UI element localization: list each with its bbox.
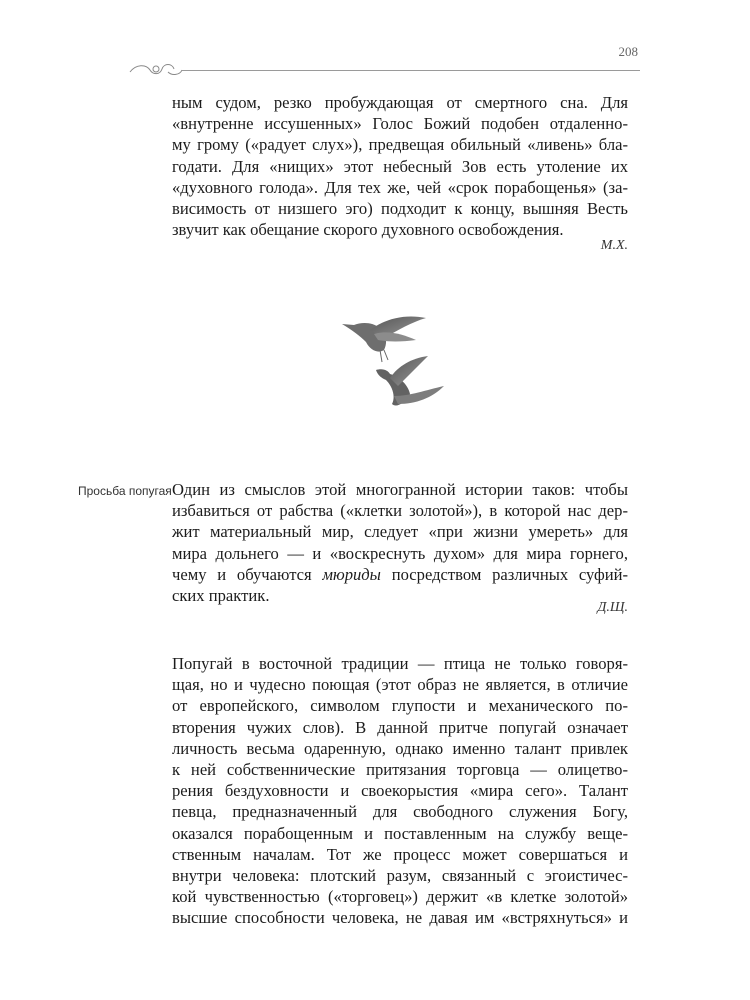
italic-term: мюриды: [322, 564, 381, 584]
text-line: ным судом, резко пробуждающая от смертного сна. Для: [172, 93, 628, 112]
text-line: оказался порабощенным и поставленным на службу веще-: [172, 823, 628, 843]
bird-lower-icon: [376, 356, 444, 406]
text-line: щая, но и чудесно поющая (этот образ не является, в отличие: [172, 675, 628, 695]
text-line: избавиться от рабства («клетки золотой»), в которой нас дер-: [172, 501, 628, 521]
text-line: от европейского, символом глупости и механического по-: [172, 696, 628, 716]
text-line: Один из смыслов этой многогранной истории таков: чтобы: [172, 480, 628, 499]
text-span: посредством различных суфий-: [380, 564, 628, 584]
text-line: звучит как обещание скорого духовного освобождения.: [172, 220, 564, 240]
text-line: жит материальный мир, следует «при жизни умереть» для: [172, 522, 628, 542]
text-line: годати. Для «нищих» этот небесный Зов есть утоление их: [172, 156, 628, 176]
text-line: вторения чужих слов). В данной притче попугай означает: [172, 717, 628, 737]
signature-mh: М.Х.: [600, 238, 628, 253]
text-line: ственным началам. Тот же процесс может совершаться и: [172, 844, 628, 864]
side-note-parrot-request: Просьба попугая: [78, 484, 172, 498]
text-span: чему и обучаются: [172, 564, 323, 584]
text-line: певца, предназначенный для свободного служения Богу,: [172, 802, 628, 822]
text-line: Попугай в восточной традиции — птица не только говоря-: [172, 654, 628, 673]
flying-birds-illustration-icon: [336, 300, 456, 418]
text-block-1: [172, 92, 628, 240]
text-line: [172, 564, 628, 585]
page-number: 208: [618, 44, 638, 59]
ornamental-header-rule: [128, 60, 640, 80]
text-line: внутри человека: плотский разум, связанный с эгоистичес-: [172, 866, 628, 886]
text-line: «внутренне иссушенных» Голос Божий подобен отдаленно-: [172, 114, 628, 134]
text-line: му грому («радует слух»), предвещая обильный «ливень» бла-: [172, 135, 628, 155]
text-block-2: [172, 479, 628, 606]
text-line: высшие способности человека, не давая им «встряхнуться» и: [172, 908, 628, 928]
text-line: «духовного голода». Для тех же, чей «срок порабощенья» (за-: [172, 177, 628, 197]
text-line: рения бездуховности и своекорыстия «мира сего». Талант: [172, 781, 628, 801]
text-line: кой чувственностью («торговец») держит «в клетке золотой»: [172, 887, 628, 907]
text-line: висимость от низшего эго) подходит к концу, вышняя Весть: [172, 199, 628, 219]
signature-dsch: Д.Щ.: [597, 600, 628, 615]
flourish-ornament-icon: [130, 65, 182, 75]
text-line: к ней собственнические притязания торговца — олицетво-: [172, 760, 628, 780]
text-line: ских практик.: [172, 586, 270, 606]
text-block-3: [172, 653, 628, 929]
text-line: личность весьма одаренную, однако именно талант привлек: [172, 738, 628, 758]
text-line: мира дольнего — и «воскреснуть духом» для мира горнего,: [172, 543, 628, 563]
bird-upper-icon: [342, 317, 426, 363]
